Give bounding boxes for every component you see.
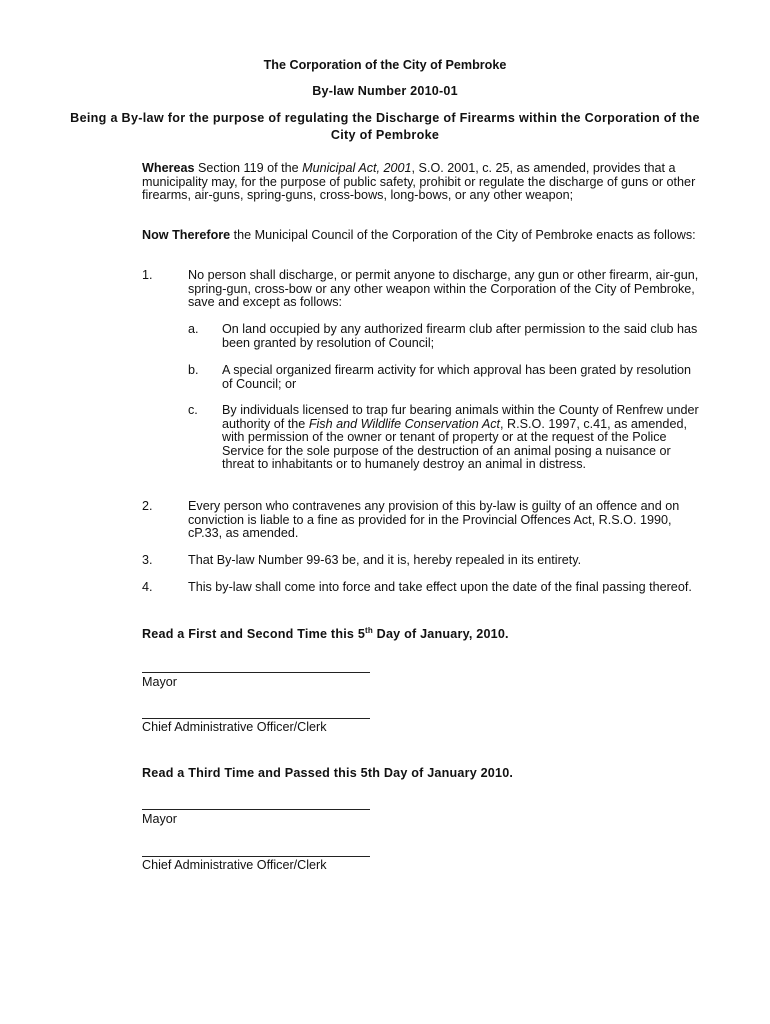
- clerk-label: Chief Administrative Officer/Clerk: [142, 720, 327, 734]
- section-text: No person shall discharge, or permit anyone to discharge, any gun or other firearm, air-gun, spring-gun, cross-bow or any other weapon within the Corporation of the City of Pembroke, save and except as follows:: [188, 268, 699, 309]
- section-text: That By-law Number 99-63 be, and it is, hereby repealed in its entirety.: [188, 553, 582, 567]
- third-reading: Read a Third Time and Passed this 5th Day of January 2010.: [142, 766, 514, 780]
- section-number: 3.: [142, 553, 153, 567]
- now-therefore-lead: Now Therefore: [142, 228, 231, 242]
- section-text: Every person who contravenes any provision of this by-law is guilty of an offence and on conviction is liable to a fine as provided for in the Provincial Offences Act, R.S.O. 1990, cP.33, as amended.: [188, 499, 680, 540]
- mayor-signature-line: [142, 672, 370, 673]
- exception-text: On land occupied by any authorized firearm club after permission to the said club has been granted by resolution of Council;: [222, 322, 698, 350]
- whereas-lead: Whereas: [142, 161, 195, 175]
- mayor-label: Mayor: [142, 812, 177, 826]
- first-second-reading: [142, 627, 509, 641]
- whereas-text-before: Section 119 of the: [194, 161, 303, 175]
- now-therefore-paragraph: [142, 229, 707, 243]
- whereas-paragraph: [142, 162, 707, 203]
- exception-letter: c.: [188, 403, 198, 417]
- now-therefore-text: the Municipal Council of the Corporation of the City of Pembroke enacts as follows:: [230, 228, 696, 242]
- section-number: 1.: [142, 268, 153, 282]
- mayor-signature-line: [142, 809, 370, 810]
- municipal-act-name: Municipal Act, 2001: [302, 161, 412, 175]
- wildlife-act-name: Fish and Wildlife Conservation Act: [308, 416, 501, 431]
- exception-c-text-before: By individuals licensed to trap fur bearing animals within the County of Renfrew under authority of the: [222, 403, 699, 431]
- first-second-reading-after: Day of January, 2010.: [372, 627, 509, 641]
- exception-letter: a.: [188, 322, 199, 336]
- exception-text: A special organized firearm activity for which approval has been grated by resolution of Council; or: [222, 363, 692, 391]
- mayor-label: Mayor: [142, 675, 177, 689]
- exception-text: [222, 404, 704, 472]
- section-number: 2.: [142, 499, 153, 513]
- first-second-reading-before: Read a First and Second Time this 5: [142, 627, 366, 641]
- corporation-title: The Corporation of the City of Pembroke: [263, 58, 507, 72]
- clerk-label: Chief Administrative Officer/Clerk: [142, 858, 327, 872]
- exception-c-text-after: , R.S.O. 1997, c.41, as amended, with permission of the owner or tenant of property or at the request of the Police Service for the sole purpose of the destruction of an animal posing a nuisance or threat to inhabitants or to humanely destroy an animal in distress.: [222, 416, 687, 471]
- section-number: 4.: [142, 580, 153, 594]
- clerk-signature-line: [142, 856, 370, 857]
- section-text: This by-law shall come into force and take effect upon the date of the final passing thereof.: [188, 580, 692, 594]
- bylaw-number: By-law Number 2010-01: [312, 84, 458, 98]
- bylaw-purpose: Being a By-law for the purpose of regulating the Discharge of Firearms within the Corporation of the City of Pembroke: [70, 111, 700, 142]
- clerk-signature-line: [142, 718, 370, 719]
- exception-letter: b.: [188, 363, 199, 377]
- ordinal-suffix: th: [365, 626, 373, 635]
- whereas-text-after: , S.O. 2001, c. 25, as amended, provides that a municipality may, for the purpose of public safety, prohibit or regulate the discharge of guns or other firearms, air-guns, spring-guns, cross-bows, long-bows, or any other weapon;: [142, 161, 696, 202]
